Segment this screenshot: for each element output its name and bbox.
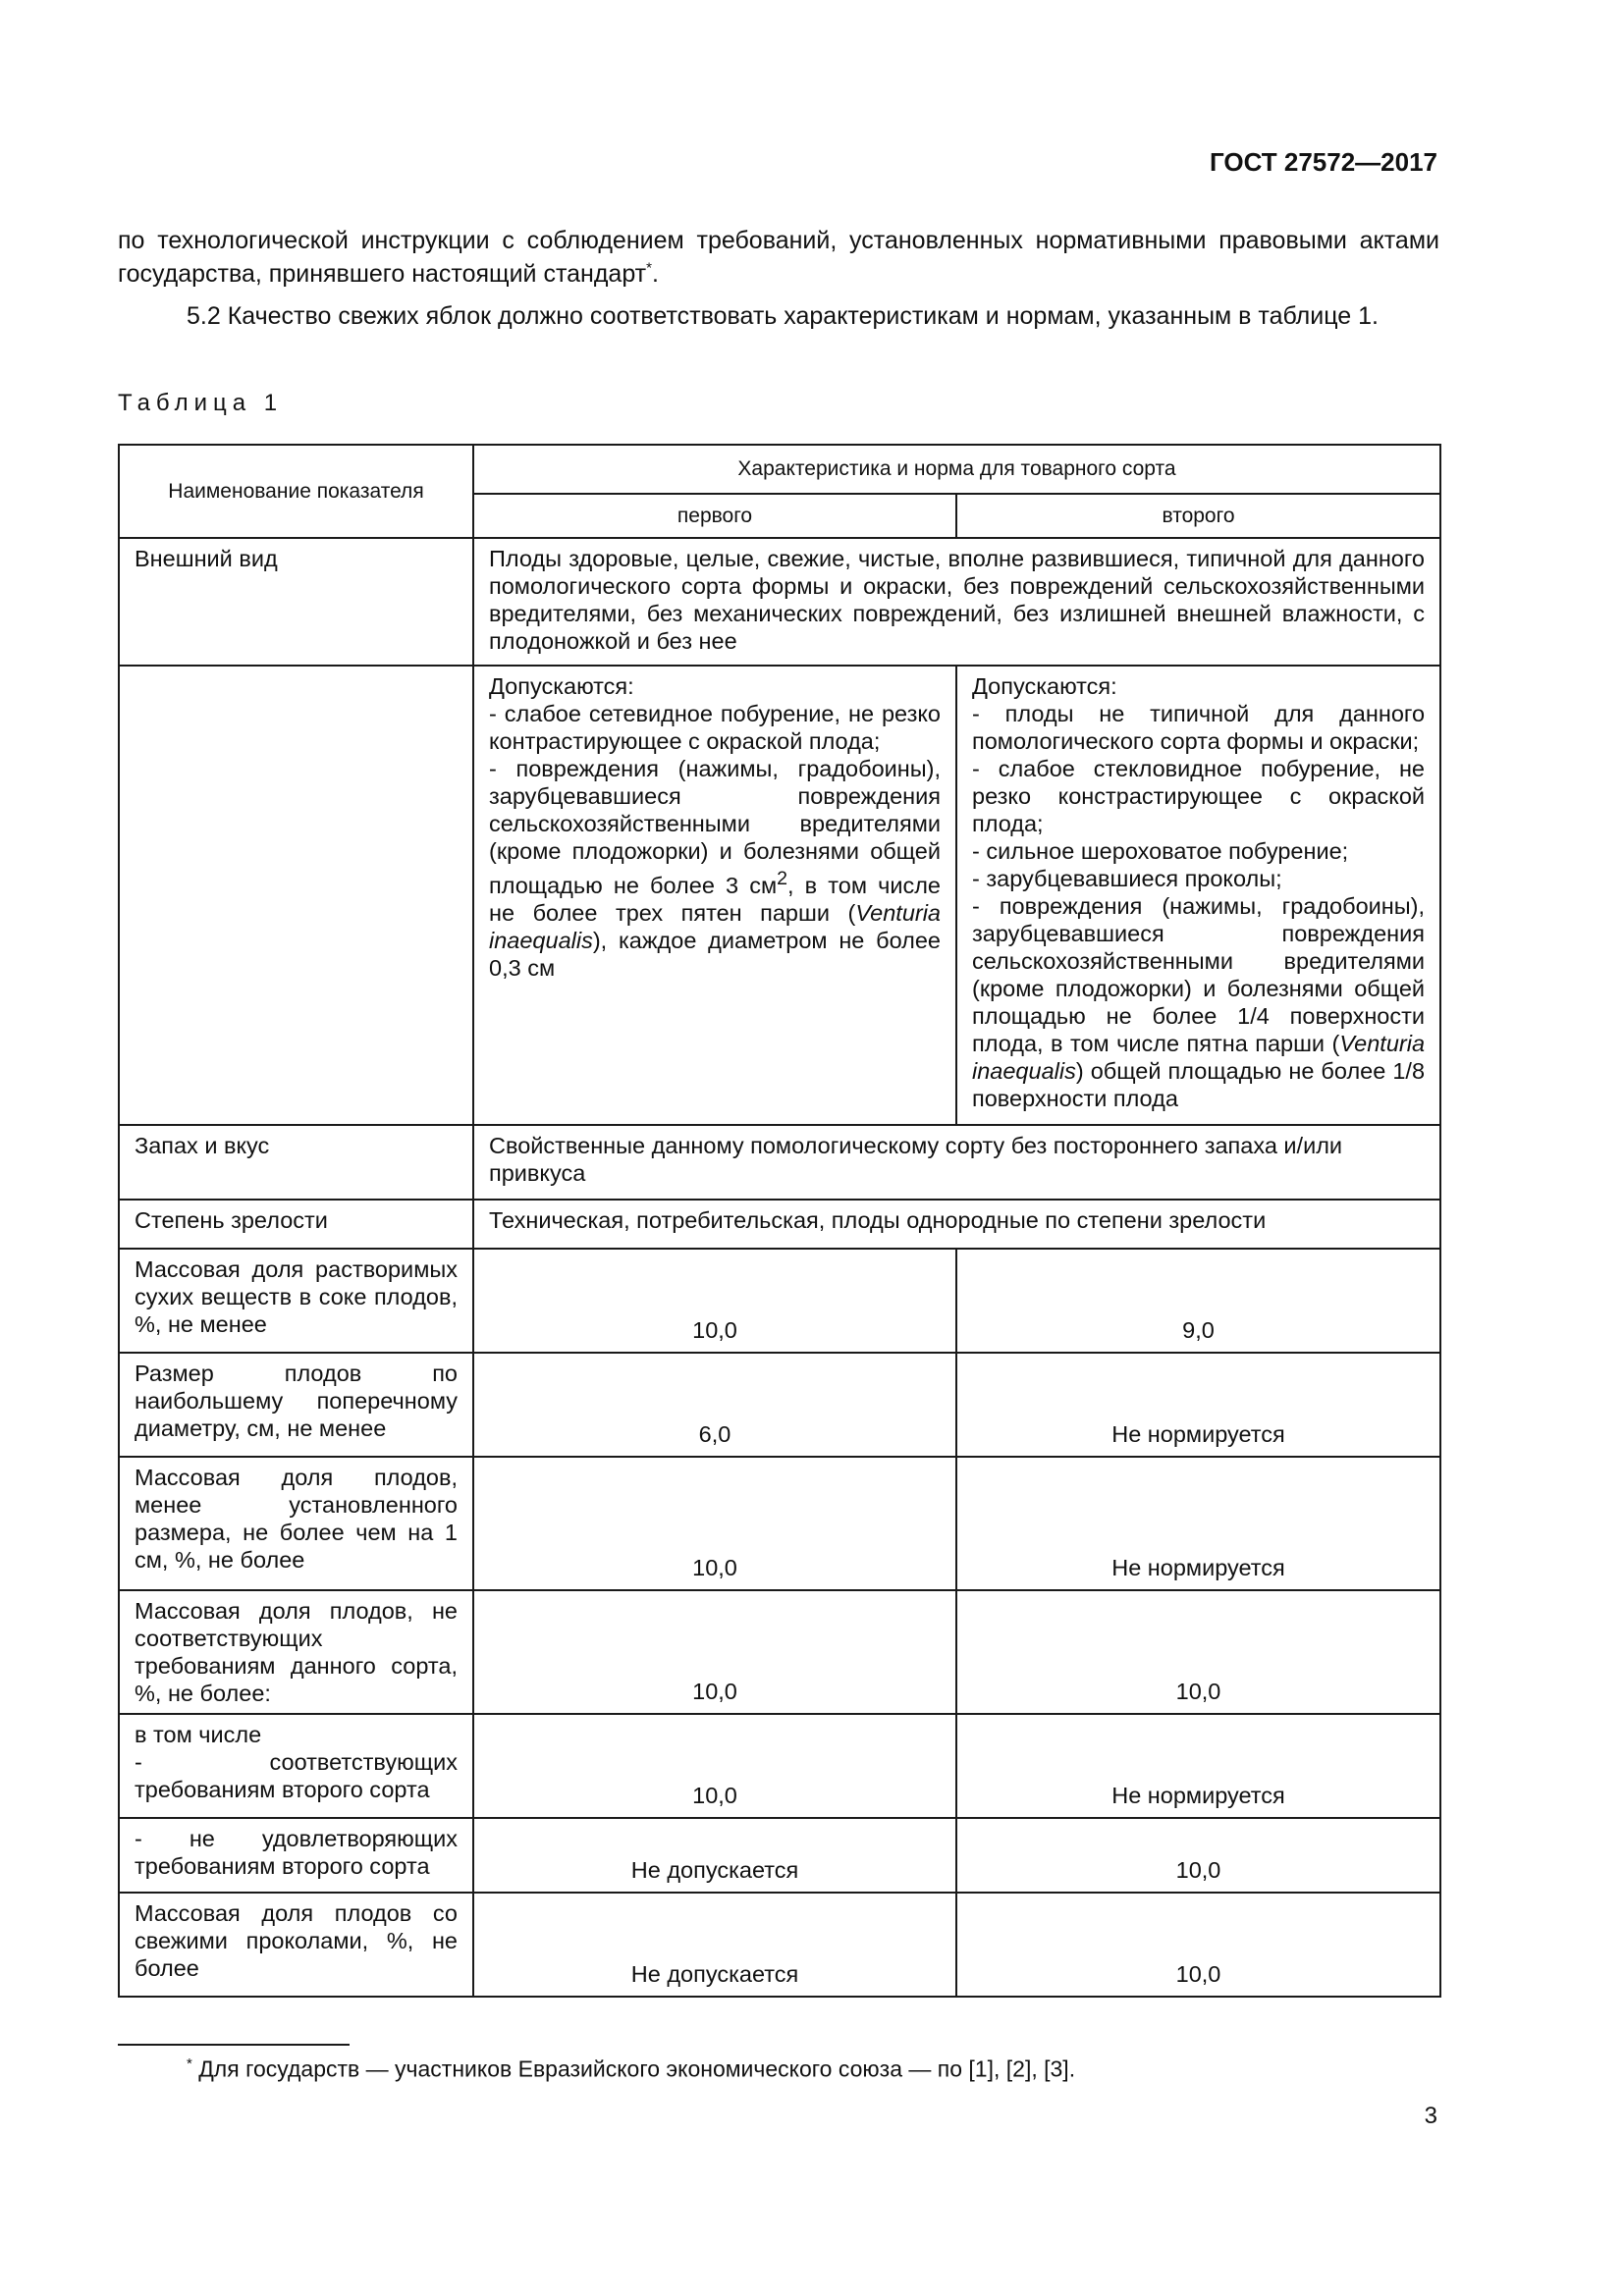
table-row — [119, 666, 1440, 1125]
table-row — [119, 1590, 1440, 1714]
appearance-common: Плоды здоровые, целые, свежие, чистые, вполне развившиеся, типичной для данного помологического сорта формы и окраски, без повреждений сельскохозяйственными вредителями, без механических повреждений, без излишней внешней влажности, с плодоножкой и без нее — [473, 538, 1440, 666]
header-grade-second: второго — [956, 494, 1440, 538]
row-label: в том числе - соответствующих требованиям второго сорта — [119, 1714, 473, 1818]
row-value-merged: Техническая, потребительская, плоды однородные по степени зрелости — [473, 1200, 1440, 1249]
header-characteristic: Характеристика и норма для товарного сорта — [473, 445, 1440, 494]
table-row — [119, 1353, 1440, 1457]
appearance-first-grade: Допускаются: - слабое сетевидное побурение, не резко контрастирующее с окраской плода; - повреждения (нажимы, градобоины), зарубцевавшиеся повреждения сельскохозяйственными вредителями (кроме плодожорки) и болезнями общей площадью не более 3 $см^2$, в том числе не более трех пятен парши (Venturia inaequalis), каждое диаметром не более 0,3 см — [473, 666, 956, 1125]
value-second-grade: 10,0 — [956, 1818, 1440, 1893]
row-label: Размер плодов по наибольшему поперечному диаметру, см, не менее — [119, 1353, 473, 1457]
row-label: Массовая доля плодов, менее установленного размера, не более чем на 1 см, %, не более — [119, 1457, 473, 1590]
value-first-grade: 10,0 — [473, 1590, 956, 1714]
row-label: Запах и вкус — [119, 1125, 473, 1200]
table-row — [119, 1457, 1440, 1590]
footnote — [187, 2056, 1075, 2083]
value-first-grade: Не допускается — [473, 1818, 956, 1893]
document-id: ГОСТ 27572—2017 — [1210, 147, 1437, 177]
table-row — [119, 1818, 1440, 1893]
quality-table — [118, 444, 1441, 1998]
footnote-divider — [118, 2044, 350, 2046]
header-grade-first: первого — [473, 494, 956, 538]
table-caption: Таблица 1 — [118, 390, 284, 416]
intro-text — [118, 224, 1439, 333]
table-row — [119, 1125, 1440, 1200]
header-indicator-name: Наименование показателя — [119, 445, 473, 538]
intro-paragraph-2: 5.2 Качество свежих яблок должно соответствовать характеристикам и нормам, указанным в таблице 1. — [187, 302, 1379, 330]
value-second-grade: 9,0 — [956, 1249, 1440, 1353]
row-value-merged: Свойственные данному помологическому сорту без постороннего запаха и/или привкуса — [473, 1125, 1440, 1200]
page-number: 3 — [1424, 2103, 1437, 2129]
value-first-grade: Не допускается — [473, 1893, 956, 1997]
footnote-mark: * — [187, 2056, 192, 2072]
value-first-grade: 6,0 — [473, 1353, 956, 1457]
row-label: Массовая доля плодов со свежими проколами, %, не более — [119, 1893, 473, 1997]
value-second-grade: 10,0 — [956, 1590, 1440, 1714]
row-label: Массовая доля растворимых сухих веществ в соке плодов, %, не менее — [119, 1249, 473, 1353]
appearance-second-grade: Допускаются: - плоды не типичной для данного помологического сорта формы и окраски; - слабое стекловидное побурение, не резко констрастирующее с окраской плода; - сильное шероховатое побурение; - зарубцевавшиеся проколы; - повреждения (нажимы, градобоины), зарубцевавшиеся повреждения сельскохозяйственными вредителями (кроме плодожорки) и болезнями общей площадью не более 1/4 поверхности плода, в том числе пятна парши (Venturia inaequalis) общей площадью не более 1/8 поверхности плода — [956, 666, 1440, 1125]
value-first-grade: 10,0 — [473, 1714, 956, 1818]
row-label: Массовая доля плодов, не соответствующих требованиям данного сорта, %, не более: — [119, 1590, 473, 1714]
table-row — [119, 1893, 1440, 1997]
table-row — [119, 1249, 1440, 1353]
footnote-marker: * — [646, 259, 652, 277]
table-row — [119, 538, 1440, 666]
row-label: Внешний вид — [119, 538, 473, 666]
value-second-grade: Не нормируется — [956, 1457, 1440, 1590]
row-label: Степень зрелости — [119, 1200, 473, 1249]
footnote-text: Для государств — участников Евразийского экономического союза — по [1], [2], [3]. — [198, 2056, 1076, 2082]
value-second-grade: Не нормируется — [956, 1353, 1440, 1457]
intro-paragraph-1: по технологической инструкции с соблюдением требований, установленных нормативными правовыми актами государства, принявшего настоящий стандарт*. — [118, 227, 1439, 288]
row-label: - не удовлетворяющих требованиям второго сорта — [119, 1818, 473, 1893]
table-row — [119, 1200, 1440, 1249]
table-header-row — [119, 445, 1440, 494]
row-label-empty — [119, 666, 473, 1125]
value-first-grade: 10,0 — [473, 1457, 956, 1590]
value-first-grade: 10,0 — [473, 1249, 956, 1353]
value-second-grade: 10,0 — [956, 1893, 1440, 1997]
value-second-grade: Не нормируется — [956, 1714, 1440, 1818]
table-row — [119, 1714, 1440, 1818]
